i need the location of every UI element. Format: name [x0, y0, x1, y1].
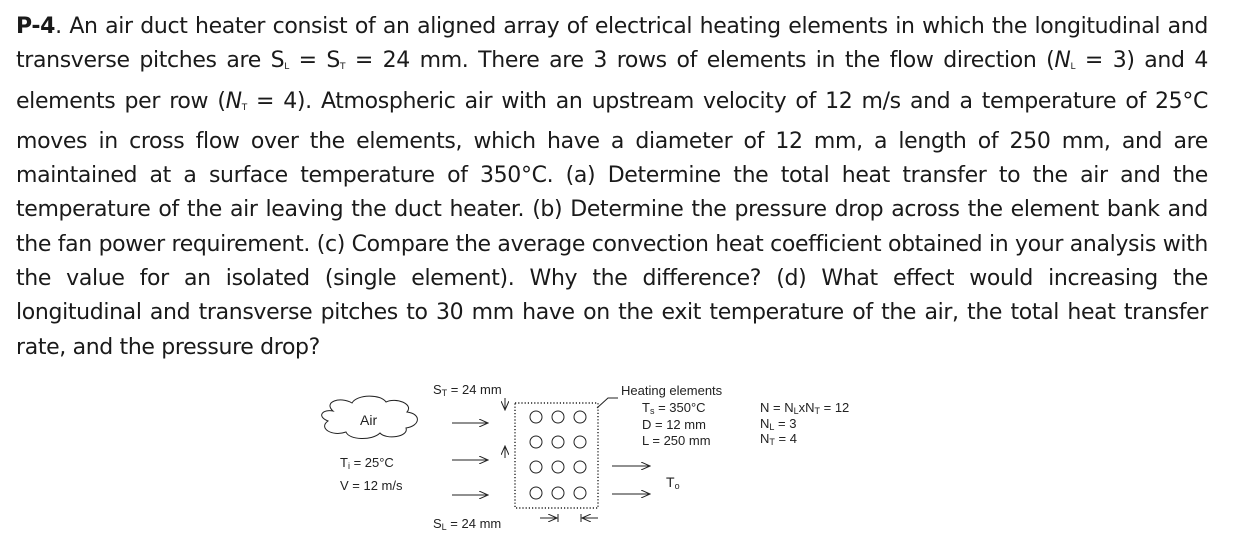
sub-l: L: [284, 62, 289, 73]
tube: [530, 461, 542, 473]
outlet-temp: $T_o$: [666, 474, 680, 491]
tube: [574, 436, 586, 448]
total-elements: $N = N_LxN_T = 12$: [760, 400, 850, 416]
nt-symbol: N: [225, 88, 242, 114]
problem-number: P-4: [16, 14, 56, 39]
elements-per-row: $N_T = 4$: [760, 431, 797, 447]
tube: [574, 487, 586, 499]
rows-count: $N_L = 3$: [760, 416, 797, 432]
nl-symbol: N: [1054, 48, 1071, 74]
surface-temp: $T_s = 350^\circ C$: [642, 400, 706, 416]
tube: [552, 487, 564, 499]
tube: [530, 436, 542, 448]
tube: [530, 411, 542, 423]
sl-label: $S_L = 24$ mm: [433, 516, 502, 532]
air-label: Air: [360, 412, 378, 428]
st-label: $S_T = 24$ mm: [433, 382, 502, 398]
sub-t: T: [339, 62, 346, 73]
tube: [574, 461, 586, 473]
tube: [552, 436, 564, 448]
tube: [574, 411, 586, 423]
velocity: V = 12 m/s: [340, 478, 403, 493]
problem-text-1: . An air duct heater consist of an aligned array of electrical heating elements in which the longitudinal and transverse pitches are S: [16, 14, 1208, 74]
heating-elements-title: Heating elements: [621, 383, 723, 398]
problem-text-5: = 4). Atmospheric air with an upstream velocity of 12 m/s and a temperature of 25°C moves in cross flow over the elements, which have a diameter of 12 mm, a length of 250 mm, and are maintained at a surface temperature of 350°C. (a) Determine the total heat transfer to the air and the temperature of the air leaving the duct heater. (b) Determine the pressure drop across the element bank and the fan power requirement. (c) Compare the average convection heat coefficient obtained in your analysis with the value for an isolated (single element). Why the difference? (d) What effect would increasing the longitudinal and transverse pitches to 30 mm have on the exit temperature of the air, the total heat transfer rate, and the pressure drop?: [16, 88, 1208, 360]
nl-sub: L: [1070, 62, 1076, 73]
problem-text-4: = 3) and 4 elements per row (: [16, 48, 1208, 114]
tube: [530, 487, 542, 499]
problem-text-3: = 24 mm. There are 3 rows of elements in the flow direction (: [345, 48, 1055, 74]
diameter: D = 12 mm: [642, 417, 706, 432]
tube: [552, 411, 564, 423]
nt-sub: T: [241, 102, 247, 113]
inlet-temp: $T_i = 25^\circ C$: [340, 455, 394, 471]
tube: [552, 461, 564, 473]
heating-leader: [597, 398, 618, 408]
problem-text-2: = S: [288, 48, 340, 74]
tube-bank: [530, 411, 586, 499]
length: L = 250 mm: [642, 433, 711, 448]
